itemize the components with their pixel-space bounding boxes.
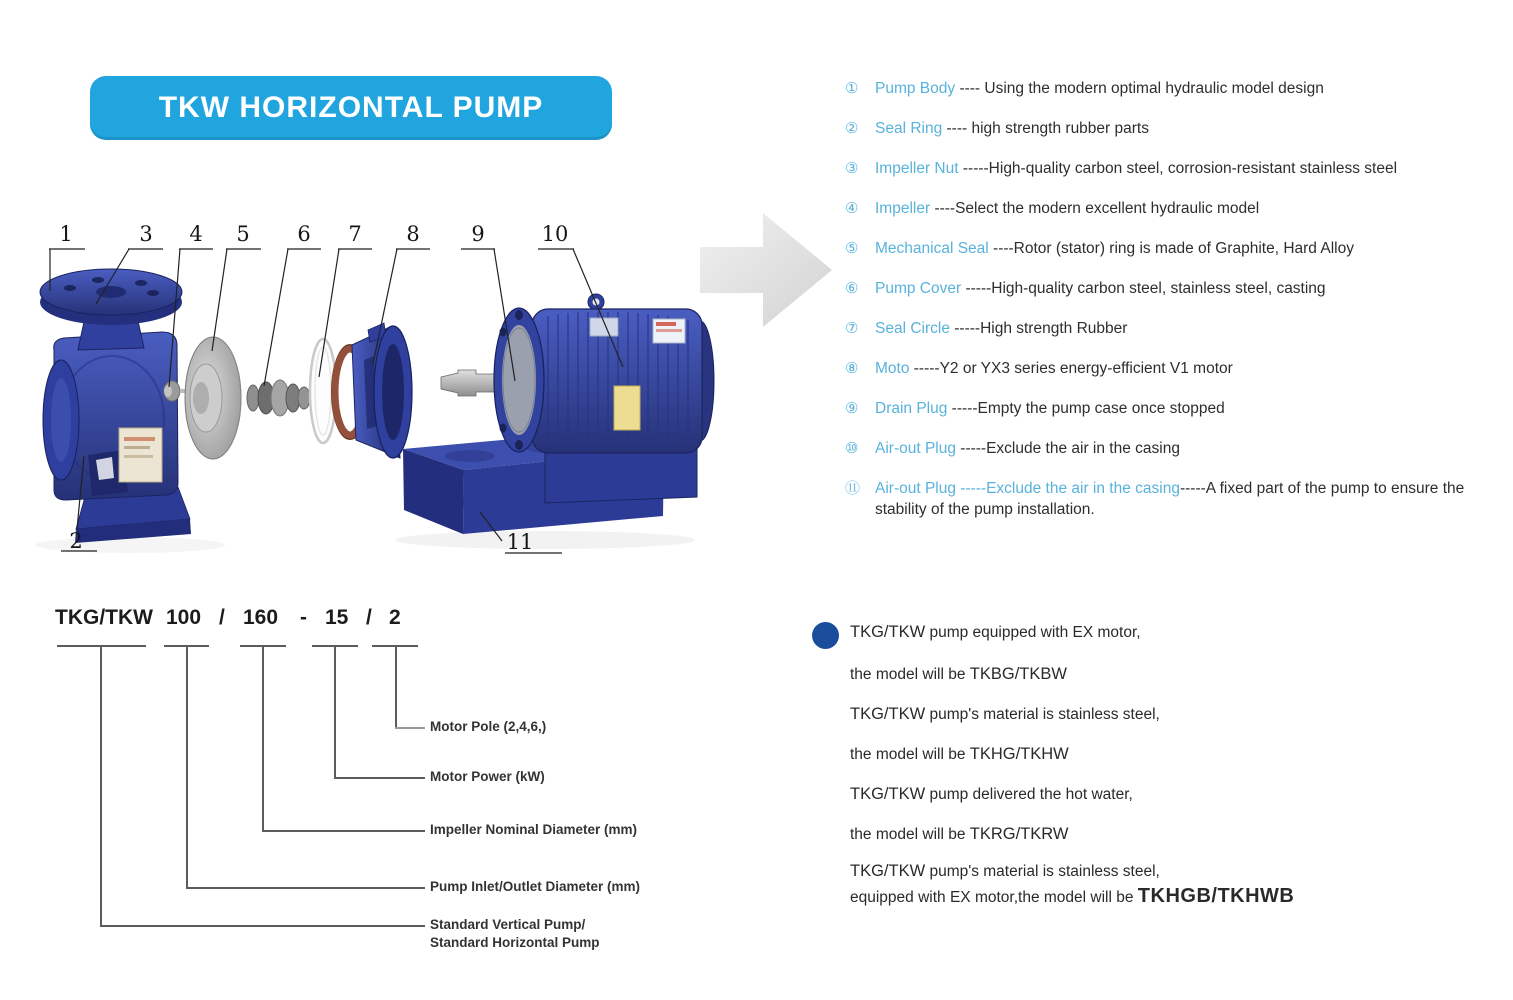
variant-line-5: [850, 784, 1133, 805]
model-seg-power: 15: [325, 606, 349, 629]
bullet-dot-icon: [812, 622, 839, 649]
connector-line: [100, 645, 102, 927]
part-desc: -----High-quality carbon steel, corrosion-resistant stainless steel: [958, 160, 1398, 177]
part-number: ⑪: [845, 480, 861, 497]
variant-text: the model will be: [850, 746, 970, 763]
part-name: Impeller: [875, 200, 931, 217]
model-prefix: TKG/TKW: [55, 606, 153, 629]
label-impeller-diameter: Impeller Nominal Diameter (mm): [430, 822, 638, 837]
model-separator: -: [300, 606, 307, 629]
connector-line: [334, 645, 336, 779]
part-number: ⑨: [845, 400, 859, 417]
part-desc: -----Exclude the air in the casing: [955, 440, 1180, 457]
part-desc: -----High-quality carbon steel, stainless steel, casting: [961, 280, 1326, 297]
model-token: TKHG/TKHW: [969, 745, 1069, 763]
connector-line: [395, 645, 397, 729]
part-name: Air-out Plug: [875, 440, 956, 457]
model-token: TKG/TKW: [850, 705, 926, 723]
part-number: ⑩: [845, 440, 859, 457]
variant-line-3: [850, 704, 1160, 725]
part-number: ②: [845, 120, 859, 137]
model-token: TKRG/TKRW: [969, 825, 1069, 843]
variant-text: pump's material is stainless steel,: [925, 706, 1160, 723]
variant-text: pump delivered the hot water,: [925, 786, 1133, 803]
part-name: Air-out Plug -----Exclude the air in the casing: [875, 480, 1180, 497]
part-desc: ----Rotor (stator) ring is made of Graphite, Hard Alloy: [988, 240, 1354, 257]
callout-number-2: 2: [69, 529, 83, 553]
part-desc: -----A fixed part of the pump to ensure the stability of the pump installation.: [875, 480, 1465, 518]
part-number: ①: [845, 80, 859, 97]
label-standard-pump-2: Standard Horizontal Pump: [430, 935, 600, 950]
model-seg-pole: 2: [389, 606, 401, 629]
callout-number-8: 8: [406, 222, 420, 246]
part-desc: ---- Using the modern optimal hydraulic model design: [955, 80, 1324, 97]
callout-number-1: 1: [59, 222, 73, 246]
part-name: Impeller Nut: [875, 160, 959, 177]
part-desc: ---- high strength rubber parts: [942, 120, 1149, 137]
model-seg-inlet: 100: [166, 606, 202, 629]
part-desc: -----High strength Rubber: [949, 320, 1128, 337]
part-number: ⑤: [845, 240, 859, 257]
variant-line-4: [850, 744, 1069, 765]
connector-line: [100, 925, 425, 927]
callout-number-5: 5: [236, 222, 250, 246]
part-name: Mechanical Seal: [875, 240, 989, 257]
connector-line: [334, 777, 425, 779]
variant-text: the model will be: [850, 826, 970, 843]
label-motor-power: Motor Power (kW): [430, 769, 545, 784]
model-token: TKHGB/TKHWB: [1137, 885, 1295, 907]
part-desc: ----Select the modern excellent hydraulic model: [930, 200, 1260, 217]
part-name: Pump Cover: [875, 280, 962, 297]
part-number: ⑧: [845, 360, 859, 377]
page-title: TKW HORIZONTAL PUMP: [158, 91, 544, 124]
model-token: TKBG/TKBW: [969, 665, 1067, 683]
connector-line: [262, 830, 425, 832]
part-number: ⑥: [845, 280, 859, 297]
part-number: ④: [845, 200, 859, 217]
callout-number-4: 4: [189, 222, 203, 246]
part-desc: -----Empty the pump case once stopped: [947, 400, 1225, 417]
variant-line-2: [850, 664, 1067, 685]
model-separator: /: [366, 606, 372, 629]
model-seg-impeller: 160: [243, 606, 279, 629]
model-separator: /: [219, 606, 225, 629]
label-inlet-outlet: Pump Inlet/Outlet Diameter (mm): [430, 879, 641, 894]
callout-number-10: 10: [541, 222, 569, 246]
callout-number-9: 9: [471, 222, 485, 246]
connector-line: [262, 645, 264, 832]
variant-notes: [808, 620, 1513, 950]
variant-text: equipped with EX motor,the model will be: [850, 889, 1138, 906]
part-name: Drain Plug: [875, 400, 948, 417]
label-motor-pole: Motor Pole (2,4,6,): [430, 719, 547, 734]
callout-number-6: 6: [297, 222, 311, 246]
callout-number-3: 3: [139, 222, 153, 246]
model-token: TKG/TKW: [850, 785, 926, 803]
part-name: Seal Circle: [875, 320, 950, 337]
connector-line: [186, 645, 188, 889]
variant-line-8: [850, 886, 1294, 908]
part-name: Seal Ring: [875, 120, 943, 137]
model-token: TKG/TKW: [850, 623, 926, 641]
connector-line: [395, 727, 425, 729]
connector-line: [186, 887, 425, 889]
variant-line-6: [850, 824, 1068, 845]
callout-number-7: 7: [348, 222, 362, 246]
part-number: ③: [845, 160, 859, 177]
variant-text: the model will be: [850, 666, 970, 683]
part-name: Moto: [875, 360, 910, 377]
label-standard-pump-1: Standard Vertical Pump/: [430, 917, 586, 932]
variant-line-1: [850, 622, 1141, 643]
variant-text: pump equipped with EX motor,: [925, 624, 1141, 641]
variant-text: pump's material is stainless steel,: [925, 863, 1160, 880]
variant-line-7: [850, 861, 1160, 882]
model-token: TKG/TKW: [850, 862, 926, 880]
callout-number-11: 11: [506, 530, 534, 554]
part-name: Pump Body: [875, 80, 956, 97]
part-desc: -----Y2 or YX3 series energy-efficient V1 motor: [909, 360, 1233, 377]
part-number: ⑦: [845, 320, 859, 337]
